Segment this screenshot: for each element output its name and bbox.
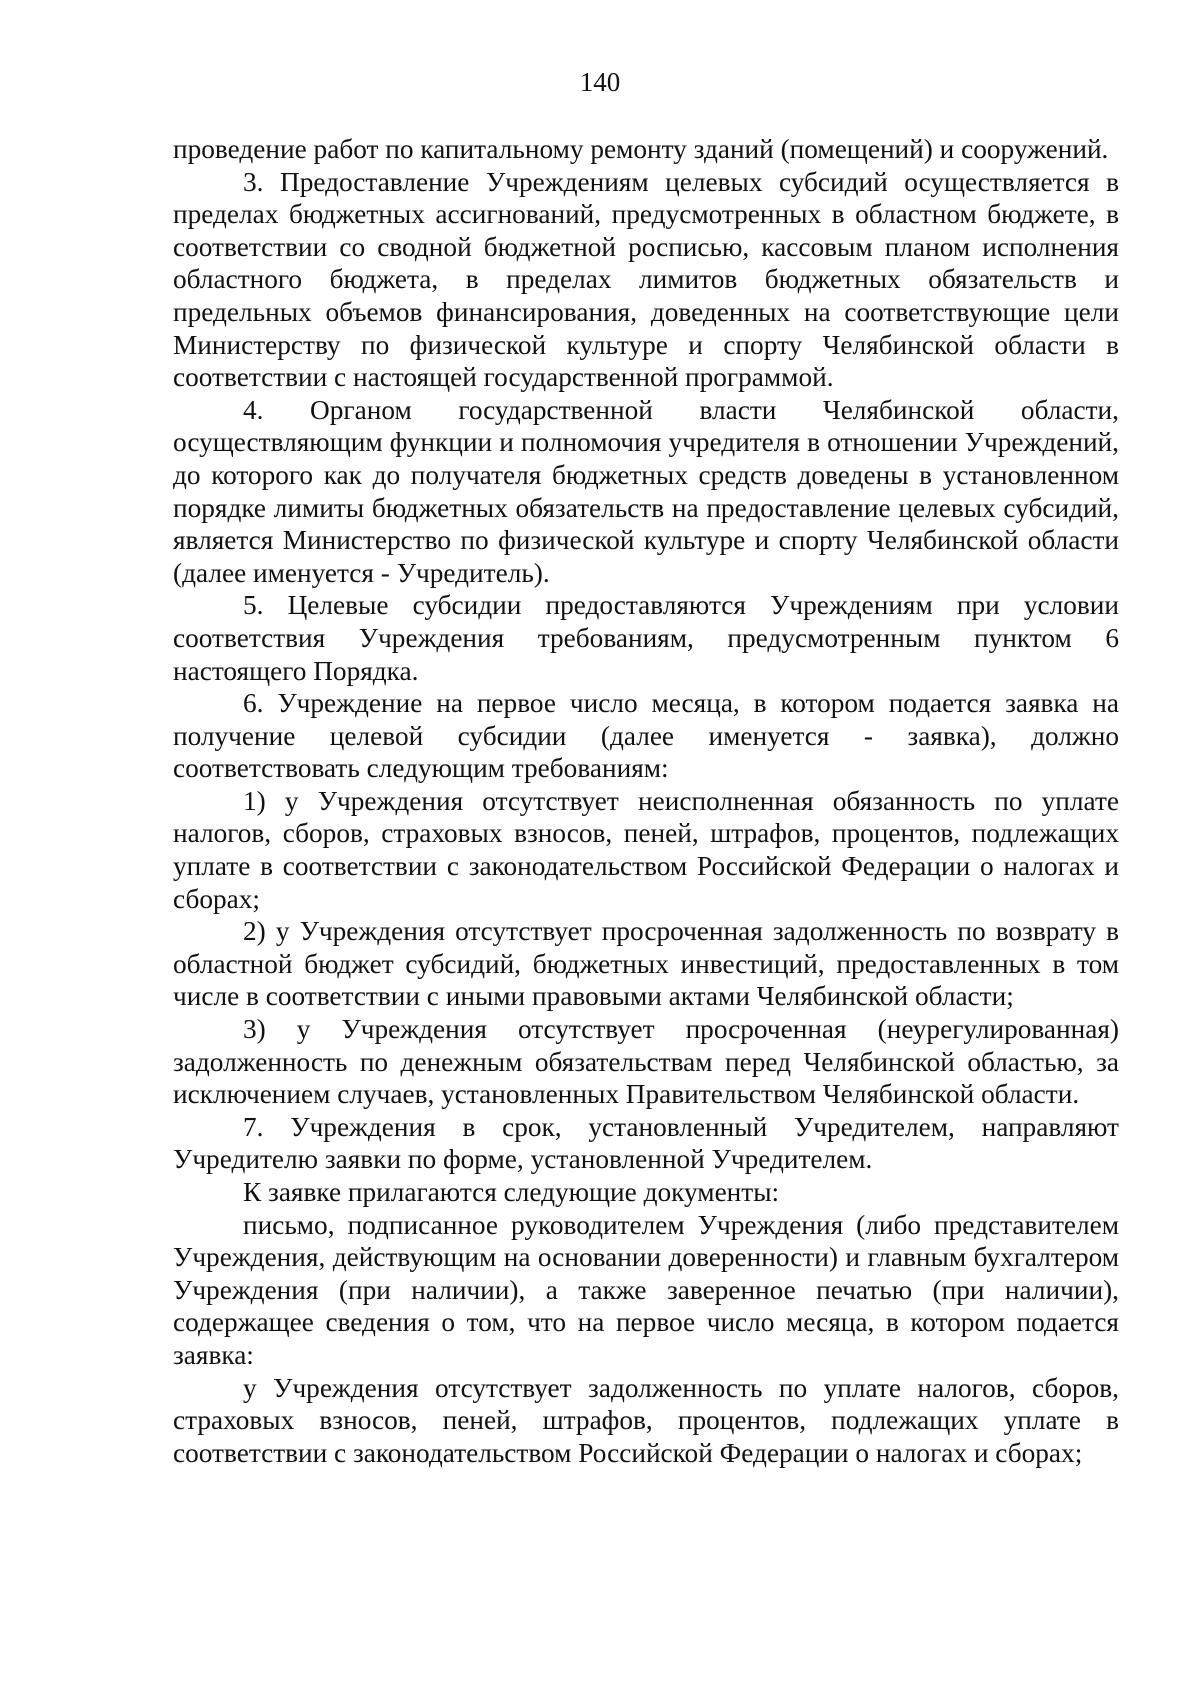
paragraph-documents-intro: К заявке прилагаются следующие документы:	[243, 1177, 780, 1207]
paragraph-subitem-3: 3) у Учреждения отсутствует просроченная (неурегулированная) задолженность по денежным обязательствам перед Челябинской областью, за исключением случаев, установленных Правительством Челябинской области.	[173, 1014, 1119, 1110]
paragraph-subitem-1: 1) у Учреждения отсутствует неисполненная обязанность по уплате налогов, сборов, страховых взносов, пеней, штрафов, процентов, подлежащих уплате в соответствии с законодательством Российской Федерации о налогах и сборах;	[173, 785, 1119, 914]
paragraph-item-7: 7. Учреждения в срок, установленный Учредителем, направляют Учредителю заявки по форме, установленной Учредителем.	[173, 1111, 1119, 1175]
paragraph-no-debt: у Учреждения отсутствует задолженность по уплате налогов, сборов, страховых взносов, пеней, штрафов, процентов, подлежащих уплате в соответствии с законодательством Российской Федерации о налогах и сборах;	[173, 1372, 1119, 1468]
document-body	[173, 133, 1119, 1469]
paragraph-item-6: 6. Учреждение на первое число месяца, в котором подается заявка на получение целевой субсидии (далее именуется - заявка), должно соответствовать следующим требованиям:	[173, 688, 1119, 784]
paragraph-continuation: проведение работ по капитальному ремонту зданий (помещений) и сооружений.	[173, 134, 1109, 164]
paragraph-letter: письмо, подписанное руководителем Учреждения (либо представителем Учреждения, действующим на основании доверенности) и главным бухгалтером Учреждения (при наличии), а также заверенное печатью (при наличии), содержащее сведения о том, что на первое число месяца, в котором подается заявка:	[173, 1209, 1119, 1370]
paragraph-item-5: 5. Целевые субсидии предоставляются Учреждениям при условии соответствия Учреждения требованиям, предусмотренным пунктом 6 настоящего Порядка.	[173, 590, 1119, 686]
page-number: 140	[579, 67, 621, 97]
paragraph-subitem-2: 2) у Учреждения отсутствует просроченная задолженность по возврату в областной бюджет субсидий, бюджетных инвестиций, предоставленных в том числе в соответствии с иными правовыми актами Челябинской области;	[173, 916, 1119, 1012]
paragraph-item-3: 3. Предоставление Учреждениям целевых субсидий осуществляется в пределах бюджетных ассигнований, предусмотренных в областном бюджете, в соответствии со сводной бюджетной росписью, кассовым планом исполнения областного бюджета, в пределах лимитов бюджетных обязательств и предельных объемов финансирования, доведенных на соответствующие цели Министерству по физической культуре и спорту Челябинской области в соответствии с настоящей государственной программой.	[173, 166, 1119, 393]
paragraph-item-4: 4. Органом государственной власти Челябинской области, осуществляющим функции и полномочия учредителя в отношении Учреждений, до которого как до получателя бюджетных средств доведены в установленном порядке лимиты бюджетных обязательств на предоставление целевых субсидий, является Министерство по физической культуре и спорту Челябинской области (далее именуется - Учредитель).	[173, 394, 1119, 588]
